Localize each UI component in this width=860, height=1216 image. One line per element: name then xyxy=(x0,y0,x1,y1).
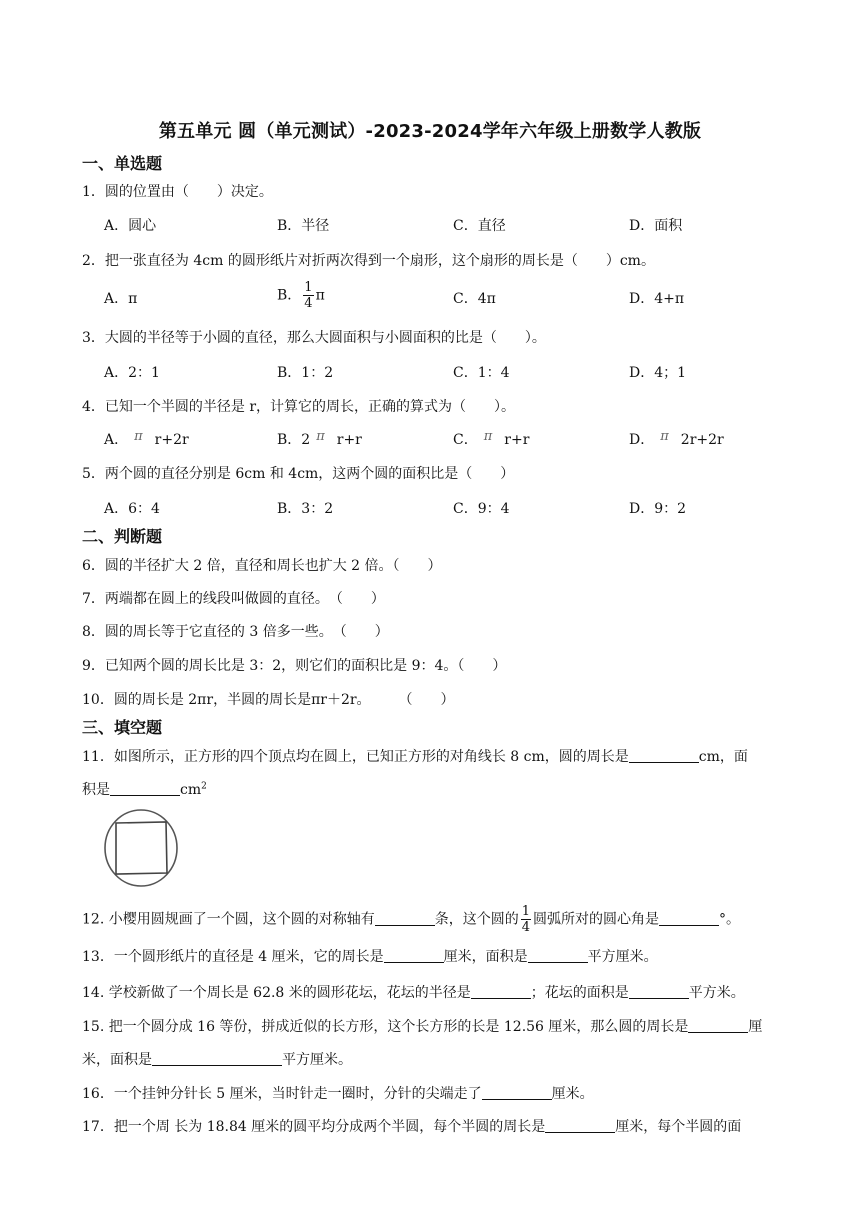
q4-option-b[interactable] xyxy=(277,429,362,449)
question-6: 6．圆的半径扩大 2 倍，直径和周长也扩大 2 倍。（ ） xyxy=(82,558,442,574)
question-2: 2．把一张直径为 4cm 的圆形纸片对折两次得到一个扇形，这个扇形的周长是（ ）cm。 xyxy=(82,253,655,269)
q2-option-c[interactable]: C．4π xyxy=(453,291,496,307)
q5-option-c[interactable]: C．9：4 xyxy=(453,501,510,517)
page-title: 第五单元 圆（单元测试）-2023-2024学年六年级上册数学人教版 xyxy=(158,121,702,142)
q15-text: 15. 把一个圆分成 16 等份，拼成近似的长方形，这个长方形的长是 12.56 厘米，那么圆的周长是 xyxy=(82,1019,689,1035)
q11-text: 积是 xyxy=(82,782,110,798)
q15-text: 平方厘米。 xyxy=(282,1052,352,1068)
circle-square-figure xyxy=(103,808,179,888)
q17-text: 17．把一个周 长为 18.84 厘米的圆平均分成两个半圆，每个半圆的周长是 xyxy=(82,1119,546,1135)
answer-blank[interactable] xyxy=(545,1118,615,1133)
q5-option-b[interactable]: B．3：2 xyxy=(277,501,334,517)
fraction-denominator: 4 xyxy=(304,296,313,311)
q2-option-b-prefix: B． xyxy=(277,287,302,304)
q4-option-c[interactable] xyxy=(453,429,529,449)
question-15-line-1 xyxy=(82,1016,762,1036)
q2-option-b-suffix: π xyxy=(315,287,325,304)
question-7: 7．两端都在圆上的线段叫做圆的直径。 （ ） xyxy=(82,591,385,607)
question-12 xyxy=(82,904,740,935)
q14-text: 平方米。 xyxy=(688,985,745,1001)
q16-text: 厘米。 xyxy=(551,1086,594,1102)
question-11-line-2 xyxy=(82,779,207,799)
fraction-numerator: 1 xyxy=(521,904,530,919)
answer-blank[interactable] xyxy=(659,911,719,926)
figure-square xyxy=(116,822,167,874)
q4-option-a-suffix: r+2r xyxy=(154,432,189,448)
q13-text: 13．一个圆形纸片的直径是 4 厘米，它的周长是 xyxy=(82,949,384,965)
question-15-line-2 xyxy=(82,1049,352,1069)
q11-text: 11．如图所示，正方形的四个顶点均在圆上，已知正方形的对角线长 8 cm，圆的周长是 xyxy=(82,749,629,765)
question-17 xyxy=(82,1116,741,1136)
q11-unit: cm xyxy=(180,782,202,798)
section-heading-single-choice: 一、单选题 xyxy=(82,154,163,173)
q1-option-a[interactable]: A．圆心 xyxy=(104,218,157,234)
answer-blank[interactable] xyxy=(110,781,180,796)
q4-option-c-prefix: C． xyxy=(453,432,478,448)
section-heading-true-false: 二、判断题 xyxy=(82,527,163,546)
q15-text: 米，面积是 xyxy=(82,1052,152,1068)
q13-text: 平方厘米。 xyxy=(587,949,658,965)
fraction-numerator: 1 xyxy=(304,280,313,295)
pi-symbol: π xyxy=(134,429,143,444)
question-9: 9．已知两个圆的周长比是 3：2，则它们的面积比是 9：4。（ ） xyxy=(82,658,507,674)
answer-blank[interactable] xyxy=(688,1018,748,1033)
q3-option-d[interactable]: D．4；1 xyxy=(629,365,687,381)
answer-blank[interactable] xyxy=(384,948,444,963)
q4-option-a-prefix: A． xyxy=(104,432,129,448)
fraction-one-quarter xyxy=(521,904,531,935)
q4-option-b-prefix: B．2 xyxy=(277,432,311,448)
q2-option-a[interactable]: A．π xyxy=(104,291,138,307)
question-1: 1．圆的位置由（ ）决定。 xyxy=(82,184,273,200)
q11-unit-exponent: 2 xyxy=(201,781,207,792)
section-heading-fill-blank: 三、填空题 xyxy=(82,718,163,737)
q12-text: °。 xyxy=(719,911,740,928)
question-14 xyxy=(82,982,745,1002)
question-16 xyxy=(82,1083,594,1103)
q5-option-d[interactable]: D．9：2 xyxy=(629,501,687,517)
q15-text: 厘 xyxy=(748,1019,763,1035)
q16-text: 16．一个挂钟分针长 5 厘米，当时针走一圈时，分针的尖端走了 xyxy=(82,1086,482,1102)
q1-option-b[interactable]: B．半径 xyxy=(277,218,330,234)
q17-text: 厘米，每个半圆的面 xyxy=(615,1119,742,1135)
q2-option-b[interactable] xyxy=(277,280,325,311)
answer-blank[interactable] xyxy=(629,748,699,763)
pi-symbol: π xyxy=(316,429,325,444)
answer-blank[interactable] xyxy=(528,948,588,963)
q4-option-c-suffix: r+r xyxy=(504,432,530,448)
answer-blank[interactable] xyxy=(152,1051,282,1066)
q12-text: 条，这个圆的 xyxy=(434,911,519,928)
question-4: 4．已知一个半圆的半径是 r，计算它的周长，正确的算式为（ ）。 xyxy=(82,399,516,415)
q14-text: 14. 学校新做了一个周长是 62.8 米的圆形花坛，花坛的半径是 xyxy=(82,985,471,1001)
answer-blank[interactable] xyxy=(482,1085,552,1100)
pi-symbol: π xyxy=(660,429,669,444)
q12-text: 圆弧所对的圆心角是 xyxy=(533,911,659,928)
question-11-line-1 xyxy=(82,746,748,766)
q3-option-a[interactable]: A．2：1 xyxy=(104,365,160,381)
question-3: 3．大圆的半径等于小圆的直径，那么大圆面积与小圆面积的比是（ ）。 xyxy=(82,330,546,346)
q12-text: 12. 小樱用圆规画了一个圆，这个圆的对称轴有 xyxy=(82,911,375,928)
q4-option-d-prefix: D． xyxy=(629,432,655,448)
q4-option-b-suffix: r+r xyxy=(336,432,362,448)
q3-option-b[interactable]: B．1：2 xyxy=(277,365,334,381)
q4-option-d-suffix: 2r+2r xyxy=(680,432,724,448)
q1-option-d[interactable]: D．面积 xyxy=(629,218,683,234)
q5-option-a[interactable]: A．6：4 xyxy=(104,501,160,517)
question-5: 5．两个圆的直径分别是 6cm 和 4cm，这两个圆的面积比是（ ） xyxy=(82,466,515,482)
q11-text: cm，面 xyxy=(698,749,748,765)
fraction-one-quarter xyxy=(303,280,313,311)
answer-blank[interactable] xyxy=(375,911,435,926)
q4-option-d[interactable] xyxy=(629,429,724,449)
q3-option-c[interactable]: C．1：4 xyxy=(453,365,510,381)
q4-option-a[interactable] xyxy=(104,429,189,449)
question-8: 8．圆的周长等于它直径的 3 倍多一些。 （ ） xyxy=(82,624,389,640)
answer-blank[interactable] xyxy=(471,984,531,999)
q1-option-c[interactable]: C．直径 xyxy=(453,218,506,234)
question-13 xyxy=(82,946,658,966)
question-10: 10．圆的周长是 2πr，半圆的周长是πr＋2r。 （ ） xyxy=(82,692,455,708)
q13-text: 厘米，面积是 xyxy=(443,949,528,965)
pi-symbol: π xyxy=(483,429,493,444)
q2-option-d[interactable]: D．4+π xyxy=(629,291,685,307)
answer-blank[interactable] xyxy=(629,984,689,999)
fraction-denominator: 4 xyxy=(521,920,530,935)
q14-text: ；花坛的面积是 xyxy=(530,985,629,1001)
